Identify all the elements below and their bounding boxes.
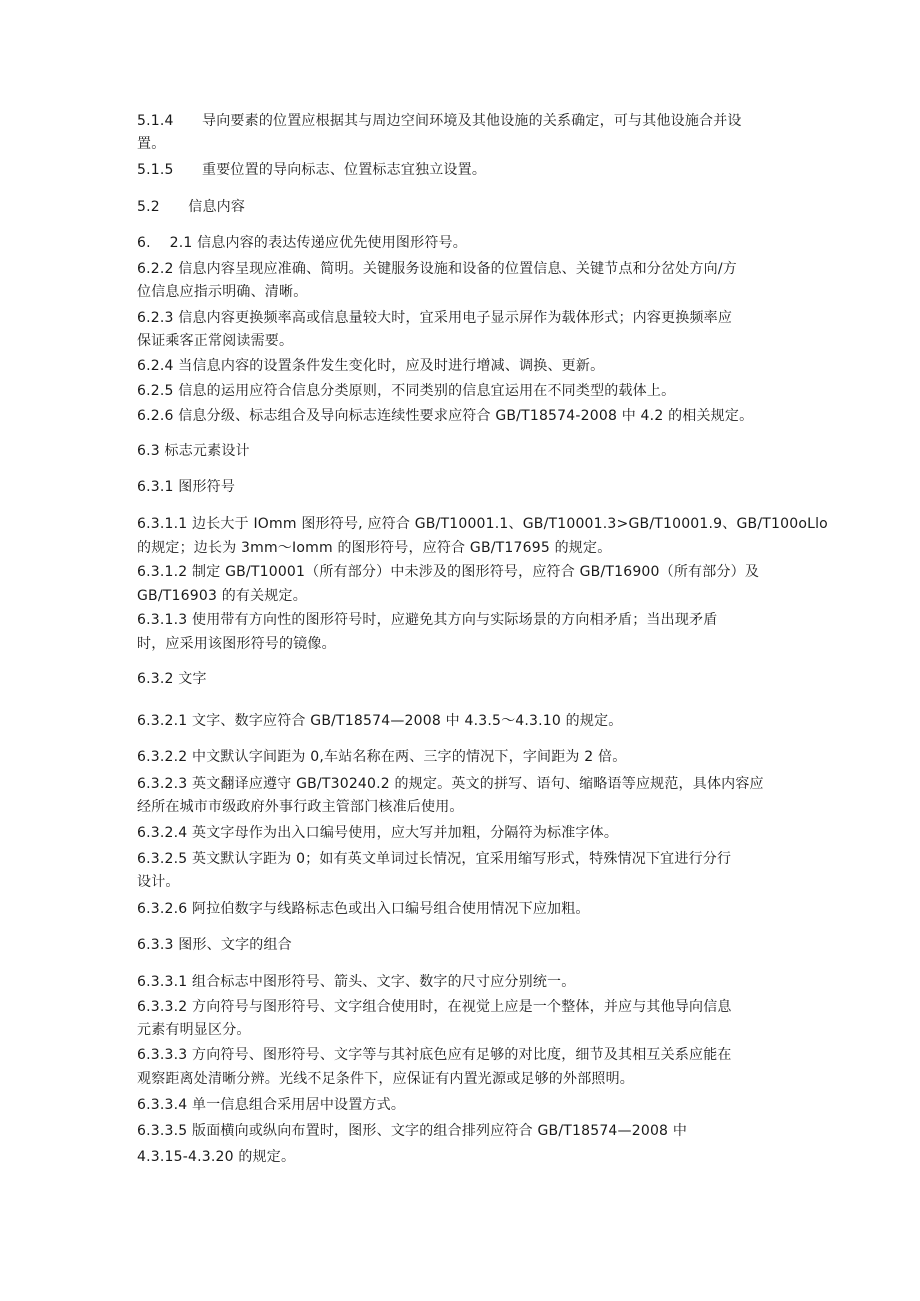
- text-line: 时，应采用该图形符号的镜像。: [137, 636, 336, 652]
- section-heading: 5.2 信息内容: [137, 199, 246, 215]
- text-line: 6.3.1.3 使用带有方向性的图形符号时，应避免其方向与实际场景的方向相矛盾；当出现矛盾: [137, 612, 718, 628]
- text-line: 经所在城市市级政府外事行政主管部门核准后使用。: [137, 799, 464, 815]
- text-line: 6.3.2.5 英文默认字距为 0；如有英文单词过长情况，宜采用缩写形式，特殊情况下宜进行分行: [137, 851, 732, 867]
- text-line: 保证乘客正常阅读需要。: [137, 333, 294, 349]
- text-line: 6.3.3.1 组合标志中图形符号、箭头、文字、数字的尺寸应分别统一。: [137, 974, 576, 990]
- text-line: 6.3.2.6 阿拉伯数字与线路标志色或出入口编号组合使用情况下应加粗。: [137, 901, 590, 917]
- text-line: 6.2.2 信息内容呈现应准确、简明。关键服务设施和设备的位置信息、关键节点和分岔处方向/方: [137, 261, 737, 277]
- text-line: 6.3.2.4 英文字母作为出入口编号使用，应大写并加粗，分隔符为标准字体。: [137, 825, 619, 841]
- text-line: 6.3.1.2 制定 GB/T10001（所有部分）中未涉及的图形符号，应符合 GB/T16900（所有部分）及: [137, 564, 760, 580]
- text-line: 元素有明显区分。: [137, 1022, 251, 1038]
- text-line: GB/T16903 的有关规定。: [137, 588, 307, 604]
- text-line: 6.3.3.2 方向符号与图形符号、文字组合使用时，在视觉上应是一个整体，并应与其他导向信息: [137, 999, 732, 1015]
- text-line: 设计。: [137, 874, 180, 890]
- text-line: 6.3.2.1 文字、数字应符合 GB/T18574—2008 中 4.3.5～4.3.10 的规定。: [137, 713, 623, 729]
- text-line: 6.2.4 当信息内容的设置条件发生变化时，应及时进行增减、调换、更新。: [137, 358, 605, 374]
- text-line: 6.3.3.5 版面横向或纵向布置时，图形、文字的组合排列应符合 GB/T18574—2008 中: [137, 1123, 688, 1139]
- text-line: 置。: [137, 136, 166, 152]
- text-line: 6.3.2.3 英文翻译应遵守 GB/T30240.2 的规定。英文的拼写、语句、缩略语等应规范，具体内容应: [137, 776, 764, 792]
- text-line: 观察距离处清晰分辨。光线不足条件下，应保证有内置光源或足够的外部照明。: [137, 1071, 634, 1087]
- text-line: 5.1.5 重要位置的导向标志、位置标志宜独立设置。: [137, 162, 487, 178]
- section-heading: 6.3.3 图形、文字的组合: [137, 937, 292, 953]
- text-line: 6.2.5 信息的运用应符合信息分类原则，不同类别的信息宜运用在不同类型的载体上。: [137, 383, 676, 399]
- text-line: 6.2.6 信息分级、标志组合及导向标志连续性要求应符合 GB/T18574-2008 中 4.2 的相关规定。: [137, 408, 754, 424]
- section-heading: 6.3 标志元素设计: [137, 443, 250, 459]
- text-line: 6.3.1.1 边长大于 IOmm 图形符号, 应符合 GB/T10001.1、GB/T10001.3>GB/T10001.9、GB/T100oLlo: [137, 516, 828, 532]
- text-line: 的规定；边长为 3mm～Iomm 的图形符号，应符合 GB/T17695 的规定。: [137, 540, 612, 556]
- text-line: 6.3.3.3 方向符号、图形符号、文字等与其衬底色应有足够的对比度，细节及其相互关系应能在: [137, 1047, 732, 1063]
- text-line: 6.3.3.4 单一信息组合采用居中设置方式。: [137, 1097, 406, 1113]
- section-heading: 6.3.2 文字: [137, 671, 207, 687]
- text-line: 6. 2.1 信息内容的表达传递应优先使用图形符号。: [137, 235, 467, 251]
- text-line: 位信息应指示明确、清晰。: [137, 284, 308, 300]
- section-heading: 6.3.1 图形符号: [137, 479, 236, 495]
- text-line: 4.3.15-4.3.20 的规定。: [137, 1149, 296, 1165]
- text-line: 6.3.2.2 中文默认字间距为 0,车站名称在两、三字的情况下，字间距为 2 倍。: [137, 749, 627, 765]
- text-line: 6.2.3 信息内容更换频率高或信息量较大时，宜采用电子显示屏作为载体形式；内容更换频率应: [137, 310, 733, 326]
- text-line: 5.1.4 导向要素的位置应根据其与周边空间环境及其他设施的关系确定，可与其他设施合并设: [137, 113, 742, 129]
